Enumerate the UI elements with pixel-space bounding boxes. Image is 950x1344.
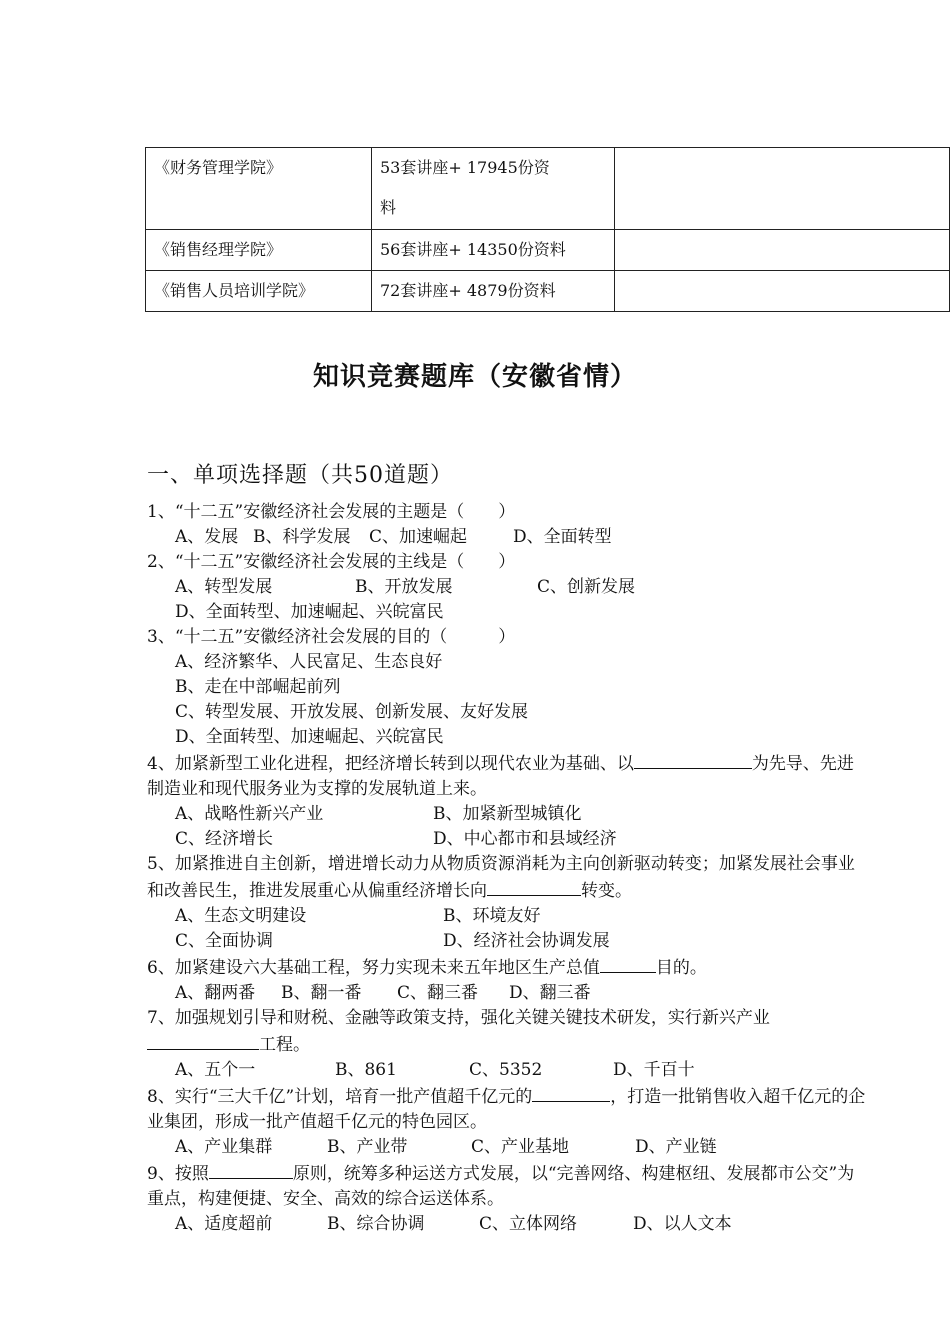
options-row xyxy=(147,827,867,852)
table-cell-name xyxy=(146,271,372,312)
question-list xyxy=(147,500,867,1237)
cell-text: 《财务管理学院》 xyxy=(154,158,283,177)
cell-text: 53套讲座+ 17945份资 xyxy=(380,158,550,177)
answer-blank xyxy=(600,954,656,973)
option-d: D、全面转型 xyxy=(513,527,612,547)
section-heading: 一、单项选择题（共50道题） xyxy=(147,463,453,488)
options-row xyxy=(147,600,867,625)
table-cell-name xyxy=(146,148,372,230)
option-a: A、生态文明建设 xyxy=(175,906,307,926)
option-d: D、千百十 xyxy=(613,1060,695,1080)
question-3: 3、“十二五”安徽经济社会发展的目的（ ） xyxy=(147,627,516,647)
table-cell-desc xyxy=(372,148,615,230)
cell-text: 料 xyxy=(380,198,397,217)
option-d: D、中心都市和县域经济 xyxy=(433,829,617,849)
options-row xyxy=(147,802,867,827)
options-row xyxy=(147,525,867,550)
option-a: A、战略性新兴产业 xyxy=(175,804,324,824)
option-c: C、加速崛起 xyxy=(369,527,468,547)
option-d: D、经济社会协调发展 xyxy=(443,931,610,951)
options-row xyxy=(147,929,867,954)
option-a: A、适度超前 xyxy=(175,1214,273,1234)
option-a: A、发展 xyxy=(175,527,239,547)
question-text: ，打造一批销售收入超千亿元的企业集团，形成一批产值超千亿元的特色园区。 xyxy=(147,1087,866,1132)
question-9 xyxy=(147,1160,867,1212)
option-b: B、走在中部崛起前列 xyxy=(175,677,341,697)
options-row xyxy=(147,1058,867,1083)
answer-blank xyxy=(532,1083,610,1102)
options-row xyxy=(147,904,867,929)
cell-text: 《销售人员培训学院》 xyxy=(154,281,315,300)
option-c: C、翻三番 xyxy=(397,983,479,1003)
option-d: D、产业链 xyxy=(635,1137,717,1157)
option-c: C、立体网络 xyxy=(479,1214,578,1234)
option-d: D、翻三番 xyxy=(509,983,591,1003)
option-d: D、以人文本 xyxy=(633,1214,732,1234)
question-6 xyxy=(147,954,867,981)
question-5 xyxy=(147,852,867,904)
answer-blank xyxy=(209,1160,293,1179)
question-text: 5、加紧推进自主创新，增进增长动力从物质资源消耗为主向创新驱动转变；加紧发展社会事业和改善民生，推进发展重心从偏重经济增长向 xyxy=(147,854,855,901)
option-c: C、全面协调 xyxy=(175,931,274,951)
table-cell-extra xyxy=(615,230,950,271)
question-text: 6、加紧建设六大基础工程，努力实现未来五年地区生产总值 xyxy=(147,958,600,978)
table-cell-desc xyxy=(372,230,615,271)
question-1: 1、“十二五”安徽经济社会发展的主题是（ ） xyxy=(147,502,516,522)
option-a: A、翻两番 xyxy=(175,983,256,1003)
option-d: D、全面转型、加速崛起、兴皖富民 xyxy=(175,727,444,747)
option-c: C、5352 xyxy=(469,1060,543,1080)
question-text: 为先导、先进制造业和现代服务业为支撑的发展轨道上来。 xyxy=(147,754,854,799)
question-7 xyxy=(147,1006,867,1058)
option-b: B、加紧新型城镇化 xyxy=(433,804,582,824)
options-row xyxy=(147,700,867,725)
option-a: A、五个一 xyxy=(175,1060,256,1080)
table-cell-extra xyxy=(615,271,950,312)
question-text: 原则，统筹多种运送方式发展，以“完善网络、构建枢纽、发展都市公交”为重点，构建便捷、安全、高效的综合运送体系。 xyxy=(147,1164,855,1209)
option-b: B、综合协调 xyxy=(327,1214,425,1234)
option-d: D、全面转型、加速崛起、兴皖富民 xyxy=(175,602,444,622)
answer-blank xyxy=(487,877,581,896)
options-row xyxy=(147,675,867,700)
table-row xyxy=(146,271,950,312)
question-text: 目的。 xyxy=(655,958,707,978)
options-row xyxy=(147,1135,867,1160)
cell-text: 《销售经理学院》 xyxy=(154,240,283,259)
cell-text: 56套讲座+ 14350份资料 xyxy=(380,240,566,259)
answer-blank xyxy=(634,750,752,769)
table-cell-extra xyxy=(615,148,950,230)
question-text: 8、实行“三大千亿”计划，培育一批产值超千亿元的 xyxy=(147,1087,533,1107)
options-row xyxy=(147,981,867,1006)
page-title: 知识竞赛题库（安徽省情） xyxy=(312,362,637,392)
table-cell-name xyxy=(146,230,372,271)
option-b: B、产业带 xyxy=(327,1137,408,1157)
option-c: C、创新发展 xyxy=(537,577,636,597)
option-a: A、转型发展 xyxy=(175,577,273,597)
option-b: B、开放发展 xyxy=(355,577,453,597)
option-b: B、环境友好 xyxy=(443,906,541,926)
options-row xyxy=(147,1212,867,1237)
question-text: 4、加紧新型工业化进程，把经济增长转到以现代农业为基础、以 xyxy=(147,754,634,774)
table-cell-desc xyxy=(372,271,615,312)
question-4 xyxy=(147,750,867,802)
option-b: B、861 xyxy=(335,1060,397,1080)
options-row xyxy=(147,575,867,600)
question-text: 9、按照 xyxy=(147,1164,209,1184)
cell-text: 72套讲座+ 4879份资料 xyxy=(380,281,556,300)
option-c: C、转型发展、开放发展、创新发展、友好发展 xyxy=(175,702,529,722)
options-row xyxy=(147,650,867,675)
question-2: 2、“十二五”安徽经济社会发展的主线是（ ） xyxy=(147,552,516,572)
answer-blank xyxy=(147,1031,259,1050)
option-c: C、产业基地 xyxy=(471,1137,570,1157)
question-text: 7、加强规划引导和财税、金融等政策支持，强化关键关键技术研发，实行新兴产业 xyxy=(147,1008,770,1028)
table-row xyxy=(146,230,950,271)
reference-table xyxy=(145,147,950,312)
question-text: 工程。 xyxy=(259,1035,310,1055)
options-row xyxy=(147,725,867,750)
option-a: A、产业集群 xyxy=(175,1137,273,1157)
option-c: C、经济增长 xyxy=(175,829,274,849)
option-b: B、科学发展 xyxy=(253,527,351,547)
option-a: A、经济繁华、人民富足、生态良好 xyxy=(175,652,443,672)
option-b: B、翻一番 xyxy=(281,983,362,1003)
question-8 xyxy=(147,1083,867,1135)
question-text: 转变。 xyxy=(581,881,632,901)
table-row xyxy=(146,148,950,230)
